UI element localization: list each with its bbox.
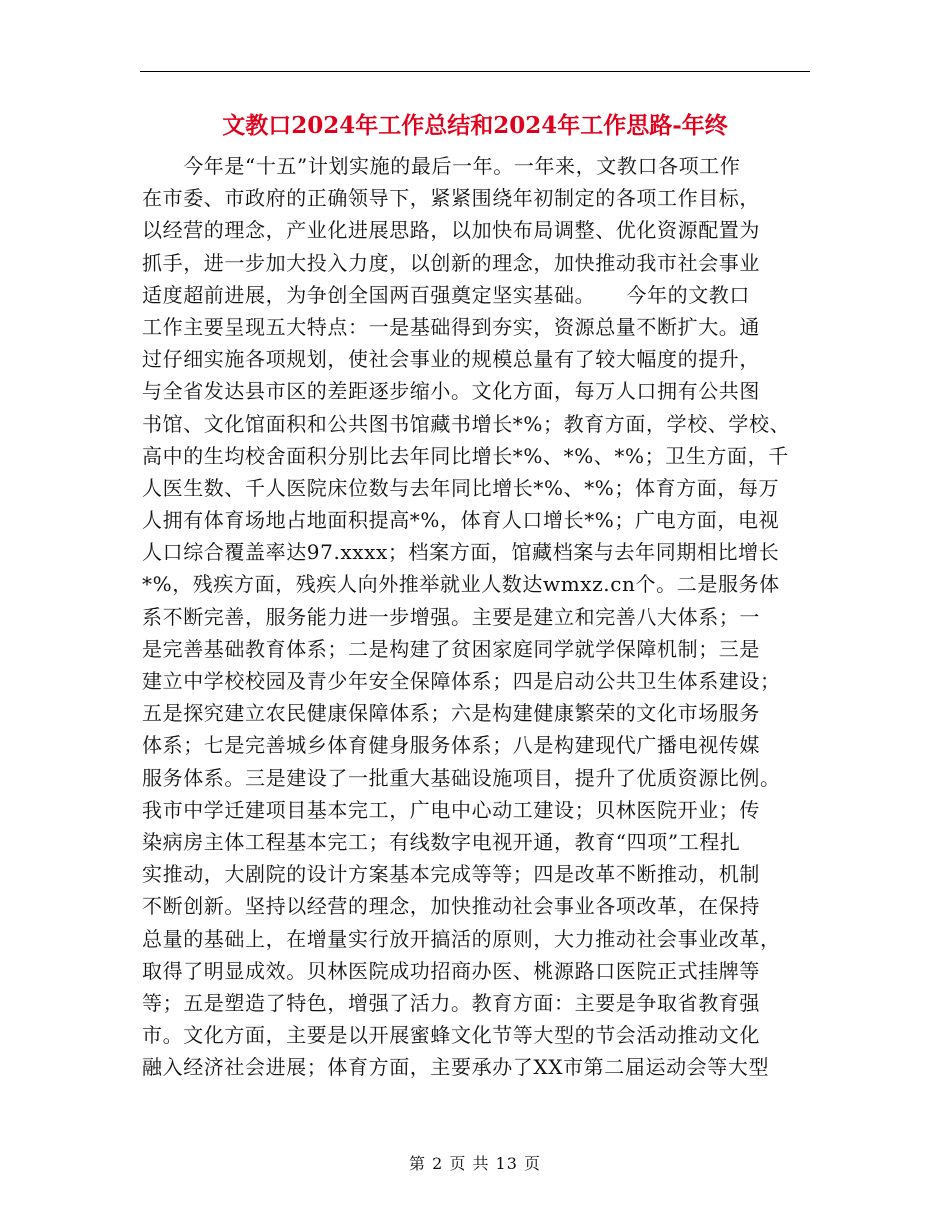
page-footer: 第 2 页 共 13 页: [409, 1154, 541, 1173]
body-line: 市。文化方面，主要是以开展蜜蜂文化节等大型的节会活动推动文化: [142, 1023, 760, 1048]
body-line: 今年是“十五”计划实施的最后一年。一年来，文教口各项工作: [142, 154, 741, 178]
body-line: 融入经济社会进展；体育方面，主要承办了XX市第二届运动会等大型: [142, 1055, 770, 1080]
body-line: 五是探究建立农民健康保障体系；六是构建健康繁荣的文化市场服务: [142, 701, 760, 726]
body-line: 系不断完善，服务能力进一步增强。主要是建立和完善八大体系；一: [142, 604, 760, 629]
body-line: 人医生数、千人医院床位数与去年同比增长*%、*%；体育方面，每万: [142, 475, 780, 500]
body-line: 人拥有体育场地占地面积提高*%，体育人口增长*%；广电方面，电视: [142, 508, 780, 533]
body-line: 等；五是塑造了特色，增强了活力。教育方面：主要是争取省教育强: [142, 990, 760, 1015]
body-line: 适度超前进展，为争创全国两百强奠定坚实基础。 今年的文教口: [142, 282, 750, 307]
body-line: 我市中学迁建项目基本完工，广电中心动工建设；贝林医院开业；传: [142, 797, 760, 822]
body-line: 工作主要呈现五大特点：一是基础得到夯实，资源总量不断扩大。通: [142, 314, 760, 339]
body-line: 书馆、文化馆面积和公共图书馆藏书增长*%；教育方面，学校、学校、: [142, 411, 791, 436]
document-title: 文教口2024年工作总结和2024年工作思路-年终: [222, 112, 728, 139]
body-line: 人口综合覆盖率达97.xxxx；档案方面，馆藏档案与去年同期相比增长: [142, 540, 780, 565]
body-line: 高中的生均校舍面积分别比去年同比增长*%、*%、*%；卫生方面，千: [142, 443, 789, 468]
body-line: 总量的基础上，在增量实行放开搞活的原则，大力推动社会事业改革，: [142, 926, 781, 951]
body-line: 建立中学校校园及青少年安全保障体系；四是启动公共卫生体系建设；: [142, 669, 781, 693]
body-line: 过仔细实施各项规划，使社会事业的规模总量有了较大幅度的提升，: [142, 347, 760, 372]
header-rule: [140, 71, 810, 72]
body-line: 染病房主体工程基本完工；有线数字电视开通，教育“四项”工程扎: [142, 829, 741, 854]
body-line: 抓手，进一步加大投入力度，以创新的理念，加快推动我市社会事业: [142, 250, 760, 275]
body-line: 以经营的理念，产业化进展思路，以加快布局调整、优化资源配置为: [142, 218, 760, 243]
body-line: 与全省发达县市区的差距逐步缩小。文化方面，每万人口拥有公共图: [142, 379, 760, 404]
document-body: [142, 150, 810, 1083]
body-line: 是完善基础教育体系；二是构建了贫困家庭同学就学保障机制；三是: [142, 636, 760, 661]
body-line: 取得了明显成效。贝林医院成功招商办医、桃源路口医院正式挂牌等: [142, 958, 760, 983]
body-line: 体系；七是完善城乡体育健身服务体系；八是构建现代广播电视传媒: [142, 733, 760, 758]
body-line: 实推动，大剧院的设计方案基本完成等等；四是改革不断推动，机制: [142, 862, 760, 887]
body-line: 服务体系。三是建设了一批重大基础设施项目，提升了优质资源比例。: [142, 765, 781, 790]
body-line: 不断创新。坚持以经营的理念，加快推动社会事业各项改革，在保持: [142, 894, 760, 919]
body-line: 在市委、市政府的正确领导下，紧紧围绕年初制定的各项工作目标，: [142, 186, 760, 211]
body-line: *%，残疾方面，残疾人向外推举就业人数达wmxz.cn个。二是服务体: [142, 572, 780, 597]
